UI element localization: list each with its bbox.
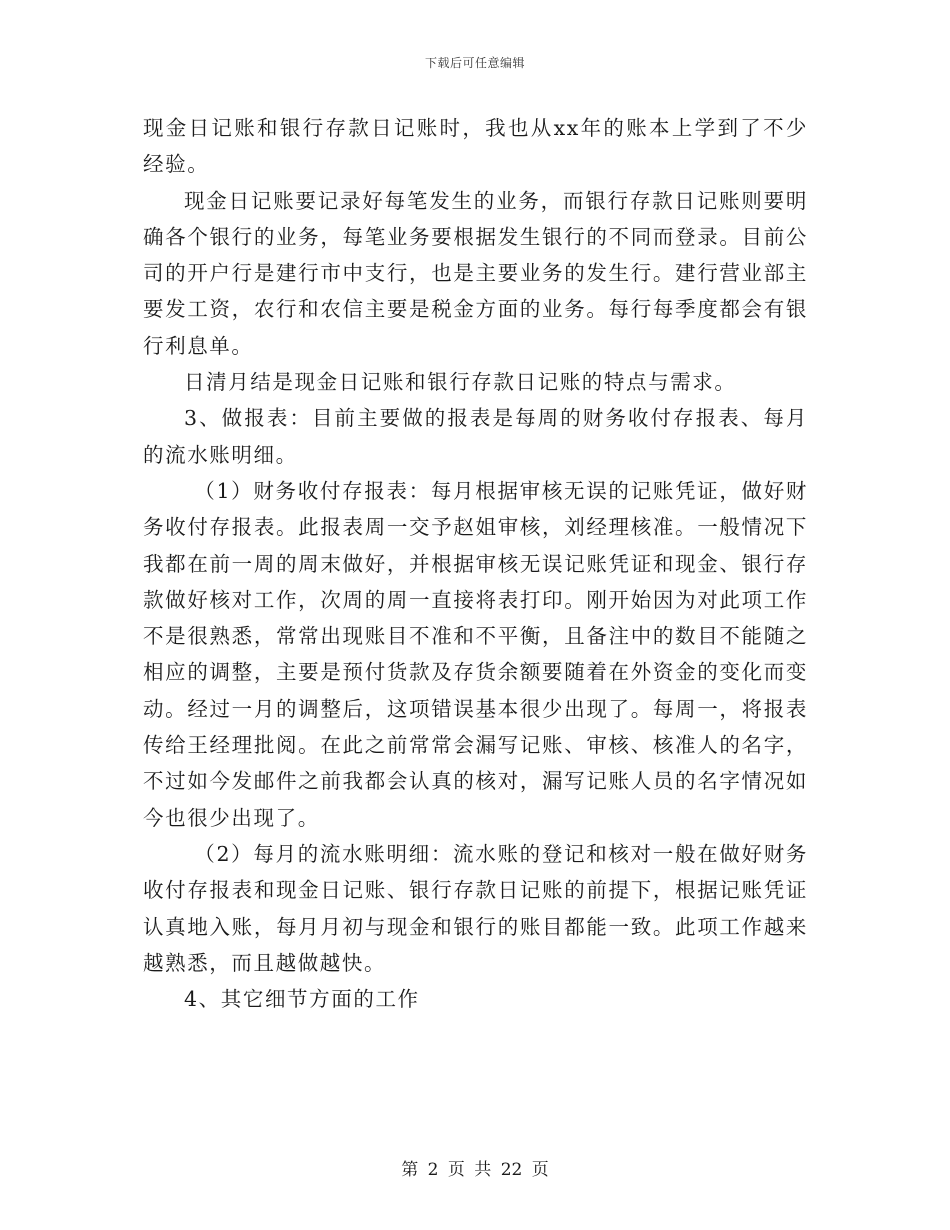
document-body: [143, 110, 808, 1017]
paragraph-other-work-heading: 4、其它细节方面的工作: [184, 987, 420, 1012]
paragraph-ledger-detail: （2）每月的流水账明细：流水账的登记和核对一般在做好财务收付存报表和现金日记账、银行存款日记账的前提下，根据记账凭证认真地入账，每月月初与现金和银行的账目都能一致。此项工作越来越熟悉，而且越做越快。: [143, 841, 808, 975]
paragraph-finance-report: （1）财务收付存报表：每月根据审核无误的记账凭证，做好财务收付存报表。此报表周一交予赵姐审核，刘经理核准。一般情况下我都在前一周的周末做好，并根据审核无误记账凭证和现金、银行存款做好核对工作，次周的周一直接将表打印。刚开始因为对此项工作不是很熟悉，常常出现账目不准和不平衡，且备注中的数目不能随之相应的调整，主要是预付货款及存货余额要随着在外资金的变化而变动。经过一月的调整后，这项错误基本很少出现了。每周一，将报表传给王经理批阅。在此之前常常会漏写记账、审核、核准人的名字，不过如今发邮件之前我都会认真的核对，漏写记账人员的名字情况如今也很少出现了。: [143, 478, 808, 830]
page-header: 下载后可任意编辑: [424, 56, 525, 70]
paragraph-daily-monthly-close: 日清月结是现金日记账和银行存款日记账的特点与需求。: [184, 370, 737, 395]
page-number-footer: 第 2 页 共 22 页: [401, 1160, 549, 1180]
paragraph-bank-journal: 现金日记账要记录好每笔发生的业务，而银行存款日记账则要明确各个银行的业务，每笔业务要根据发生银行的不同而登录。目前公司的开户行是建行市中支行，也是主要业务的发生行。建行营业部主要发工资，农行和农信主要是税金方面的业务。每行每季度都会有银行利息单。: [143, 188, 808, 358]
paragraph-reports-heading: 3、做报表：目前主要做的报表是每周的财务收付存报表、每月的流水账明细。: [143, 406, 808, 467]
paragraph-cash-journal-continued: 现金日记账和银行存款日记账时，我也从xx年的账本上学到了不少经验。: [143, 116, 808, 177]
